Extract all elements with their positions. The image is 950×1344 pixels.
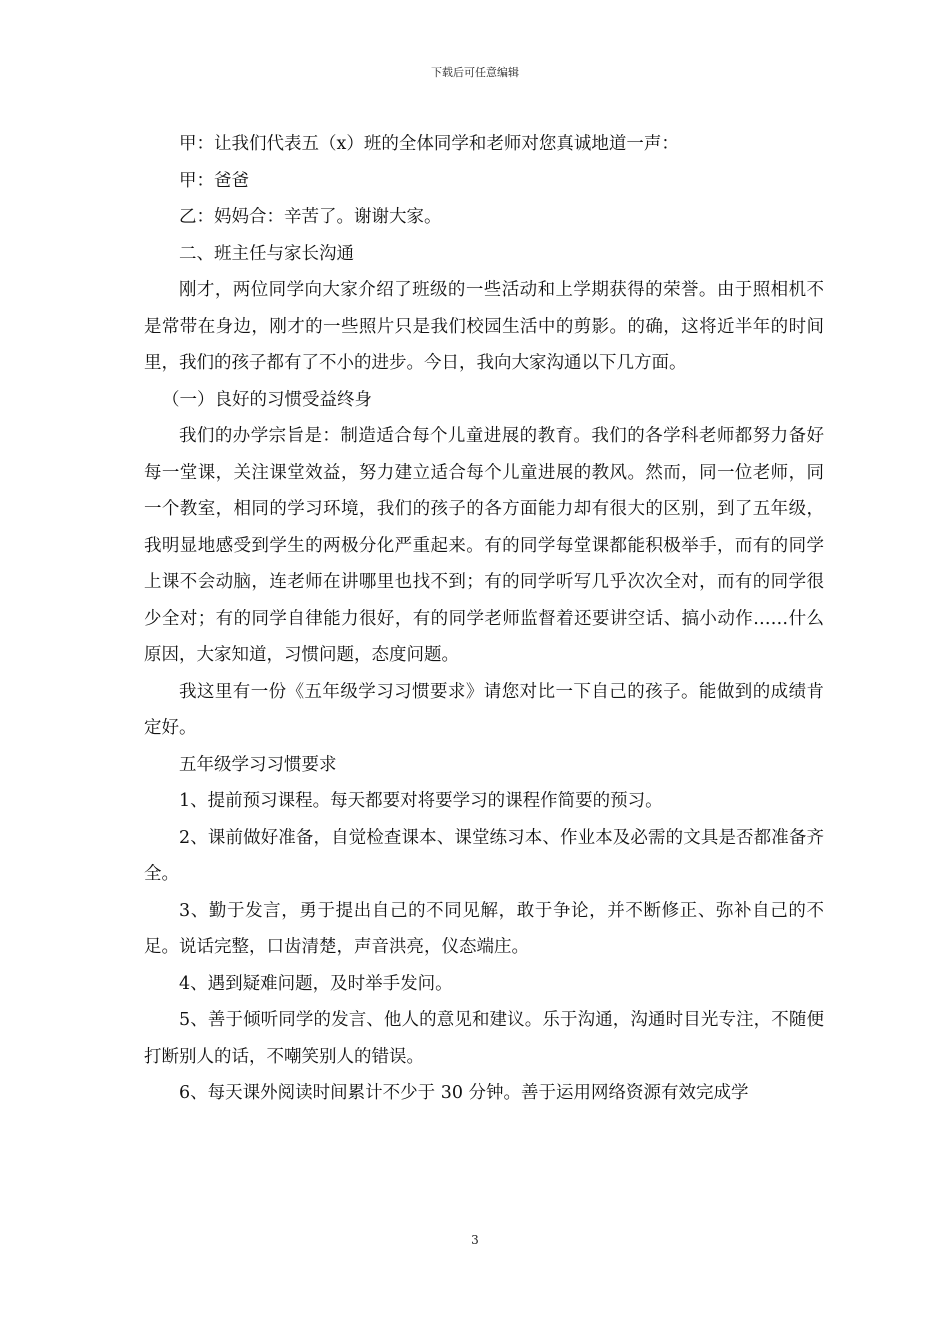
body-paragraph: 刚才，两位同学向大家介绍了班级的一些活动和上学期获得的荣誉。由于照相机不是常带在身边，刚才的一些照片只是我们校园生活中的剪影。的确，这将近半年的时间里，我们的孩子都有了不小的进步。今日，我向大家沟通以下几方面。 <box>144 280 824 373</box>
list-item: 1、提前预习课程。每天都要对将要学习的课程作简要的预习。 <box>179 791 663 811</box>
document-body <box>144 126 824 1112</box>
body-paragraph: 我这里有一份《五年级学习习惯要求》请您对比一下自己的孩子。能做到的成绩肯定好。 <box>144 681 824 738</box>
list-item: 6、每天课外阅读时间累计不少于 30 分钟。善于运用网络资源有效完成学 <box>179 1083 749 1103</box>
list-item: 3、勤于发言，勇于提出自己的不同见解，敢于争论，并不断修正、弥补自己的不足。说话完整，口齿清楚，声音洪亮，仪态端庄。 <box>144 900 824 957</box>
page-header: 下载后可任意编辑 <box>431 66 519 79</box>
list-item: 5、善于倾听同学的发言、他人的意见和建议。乐于沟通，沟通时目光专注，不随便打断别人的话，不嘲笑别人的错误。 <box>144 1010 824 1067</box>
body-paragraph: 我们的办学宗旨是：制造适合每个儿童进展的教育。我们的各学科老师都努力备好每一堂课，关注课堂效益，努力建立适合每个儿童进展的教风。然而，同一位老师，同一个教室，相同的学习环境，我们的孩子的各方面能力却有很大的区别，到了五年级，我明显地感受到学生的两极分化严重起来。有的同学每堂课都能积极举手，而有的同学上课不会动脑，连老师在讲哪里也找不到；有的同学听写几乎次次全对，而有的同学很少全对；有的同学自律能力很好，有的同学老师监督着还要讲空话、搞小动作……什么原因，大家知道，习惯问题，态度问题。 <box>144 426 824 665</box>
list-item: 4、遇到疑难问题，及时举手发问。 <box>179 973 453 994</box>
page-number: 3 <box>471 1233 479 1247</box>
subsection-heading: （一）良好的习惯受益终身 <box>162 389 372 410</box>
section-heading: 二、班主任与家长沟通 <box>179 243 354 264</box>
dialogue-line-jia-2: 甲：爸爸 <box>179 170 249 191</box>
dialogue-line-jia-1: 甲：让我们代表五（x）班的全体同学和老师对您真诚地道一声： <box>179 134 679 154</box>
dialogue-line-yi: 乙：妈妈合：辛苦了。谢谢大家。 <box>179 207 442 227</box>
list-item: 2、课前做好准备，自觉检查课本、课堂练习本、作业本及必需的文具是否都准备齐全。 <box>144 827 824 884</box>
list-title: 五年级学习习惯要求 <box>179 754 337 775</box>
